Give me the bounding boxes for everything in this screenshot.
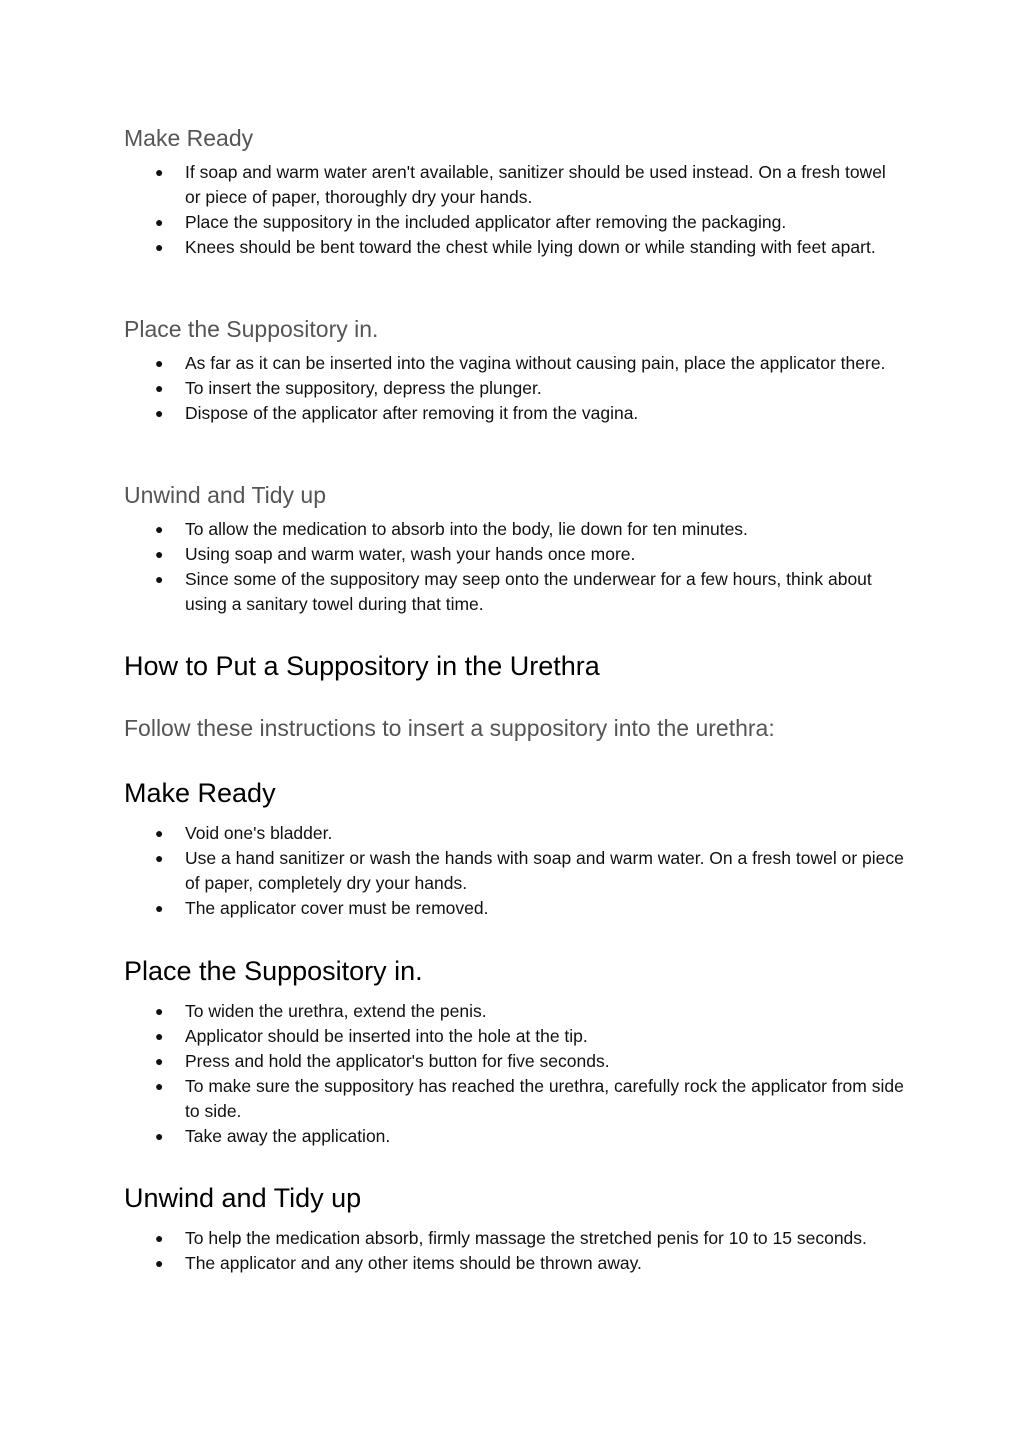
section-make-ready — [124, 124, 904, 260]
intro-text: Follow these instructions to insert a suppository into the urethra: — [124, 715, 775, 741]
list-item: ● To help the medication absorb, firmly massage the stretched penis for 10 to 15 seconds. — [124, 1226, 904, 1251]
bullet-icon: ● — [155, 1255, 164, 1271]
urethra-section-unwind-tidy — [124, 1182, 904, 1276]
bullet-icon: ● — [155, 521, 164, 537]
bullet-list — [124, 821, 904, 921]
list-item: ● Press and hold the applicator's button for five seconds. — [124, 1049, 904, 1074]
urethra-title-block — [124, 650, 904, 682]
list-item: ● The applicator and any other items should be thrown away. — [124, 1251, 904, 1276]
urethra-intro-block — [124, 714, 904, 742]
list-item: ● Applicator should be inserted into the hole at the tip. — [124, 1024, 904, 1049]
bullet-icon: ● — [155, 1028, 164, 1044]
section-heading: Unwind and Tidy up — [124, 1183, 362, 1213]
section-heading: Unwind and Tidy up — [124, 482, 327, 508]
bullet-icon: ● — [155, 1078, 164, 1094]
bullet-list — [124, 351, 904, 426]
list-item: ● Dispose of the applicator after removing it from the vagina. — [124, 401, 904, 426]
bullet-icon: ● — [155, 825, 164, 841]
section-heading: Place the Suppository in. — [124, 316, 379, 342]
bullet-icon: ● — [155, 355, 164, 371]
bullet-icon: ● — [155, 900, 164, 916]
list-item: ● To insert the suppository, depress the plunger. — [124, 376, 904, 401]
bullet-icon: ● — [155, 571, 164, 587]
list-item: ● Knees should be bent toward the chest while lying down or while standing with feet apart. — [124, 235, 904, 260]
bullet-icon: ● — [155, 1003, 164, 1019]
bullet-icon: ● — [155, 380, 164, 396]
section-heading: Make Ready — [124, 125, 254, 151]
urethra-section-make-ready — [124, 777, 904, 921]
section-heading: Place the Suppository in. — [124, 956, 423, 986]
list-item: ● Place the suppository in the included applicator after removing the packaging. — [124, 210, 904, 235]
bullet-list — [124, 517, 904, 617]
bullet-list — [124, 1226, 904, 1276]
section-place-suppository — [124, 315, 904, 426]
list-item: ● If soap and warm water aren't available, sanitizer should be used instead. On a fresh towel or piece of paper, thoroughly dry your hands. — [155, 162, 886, 207]
section-unwind-tidy — [124, 481, 904, 617]
bullet-icon: ● — [155, 546, 164, 562]
list-item: ● Void one's bladder. — [124, 821, 904, 846]
section-heading: Make Ready — [124, 778, 276, 808]
list-item: ● Using soap and warm water, wash your hands once more. — [124, 542, 904, 567]
bullet-icon: ● — [155, 214, 164, 230]
bullet-icon: ● — [155, 1128, 164, 1144]
bullet-list — [124, 160, 904, 260]
list-item: ● As far as it can be inserted into the vagina without causing pain, place the applicator there. — [124, 351, 904, 376]
list-item: ● Use a hand sanitizer or wash the hands with soap and warm water. On a fresh towel or piece of paper, completely dry your hands. — [155, 848, 904, 893]
urethra-section-place-suppository — [124, 955, 904, 1149]
bullet-icon: ● — [155, 850, 164, 866]
bullet-icon: ● — [155, 1230, 164, 1246]
bullet-icon: ● — [155, 1053, 164, 1069]
bullet-icon: ● — [155, 239, 164, 255]
list-item: ● Take away the application. — [124, 1124, 904, 1149]
list-item: ● Since some of the suppository may seep onto the underwear for a few hours, think about using a sanitary towel during that time. — [155, 569, 872, 614]
list-item: ● To allow the medication to absorb into the body, lie down for ten minutes. — [124, 517, 904, 542]
bullet-icon: ● — [155, 164, 164, 180]
list-item: ● The applicator cover must be removed. — [124, 896, 904, 921]
page-title: How to Put a Suppository in the Urethra — [124, 651, 600, 681]
bullet-icon: ● — [155, 405, 164, 421]
list-item: ● To make sure the suppository has reached the urethra, carefully rock the applicator from side to side. — [155, 1076, 904, 1121]
bullet-list — [124, 999, 904, 1149]
list-item: ● To widen the urethra, extend the penis. — [124, 999, 904, 1024]
